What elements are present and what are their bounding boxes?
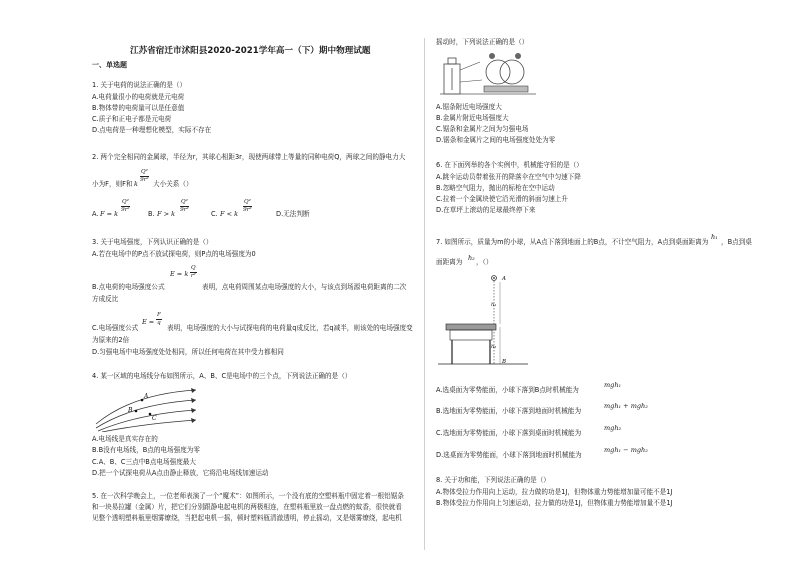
- q3-option-b-fraction: $\frac{Q}{\text{r²}}$: [190, 265, 196, 279]
- electric-field-figure: [92, 384, 202, 432]
- q7-option-b-expr: mgh₁ + mgh₂: [604, 402, 648, 410]
- q1-option-c: C.质子和正电子都是元电荷: [92, 115, 172, 123]
- q2-option-a-fraction: $\frac{\text{Q²}}{\text{9r²}}$: [121, 199, 130, 213]
- q3-option-c-expr: E =: [142, 318, 155, 326]
- q6-stem: 6. 在下面列举的各个实例中，机械能守恒的是（）: [436, 161, 583, 169]
- q3-option-b-expr: E = k: [170, 270, 189, 278]
- q5-option-d: D.锯条和金属片之间的电场强度处处为零: [436, 136, 556, 144]
- q8-option-a: A.物体受拉力作用向上运动，拉力做的功是1J，但物体重力势能增加量可能不是1J: [436, 488, 673, 496]
- field-line-4: [102, 420, 196, 432]
- label-c: C: [152, 415, 157, 422]
- q6-option-c: C.拉着一个金属块使它沿光滑的斜面匀速上升: [436, 195, 568, 203]
- q2-stem-line1: 2. 两个完全相同的金属球，半径为r，其球心相距3r，现使两球带上等量的同种电荷Q，两球之间的静电力大: [92, 153, 406, 161]
- q2-ref-fraction: $\frac{\text{Q²}}{\text{9r²}}$: [140, 169, 149, 183]
- wire-1: [460, 62, 480, 70]
- q7-line1-h1: h₁: [711, 233, 718, 241]
- ball-drop-figure: [438, 272, 528, 372]
- q5-line4: 摇动时，下列说法正确的是（）: [436, 38, 529, 46]
- label-h1: h₁: [491, 302, 497, 308]
- q2-option-a-expr: F = k: [100, 210, 119, 218]
- q5-option-a: A.锯条附近电场强度大: [436, 103, 502, 111]
- q4-stem: 4. 某一区域的电场线分布如图所示，A、B、C是电场中的三个点，下列说法正确的是（）: [92, 372, 352, 380]
- section-heading: 一、单选题: [92, 61, 127, 69]
- q5-option-b: B.金属片附近电场强度大: [436, 114, 509, 122]
- table-top: [446, 324, 496, 330]
- machine-disc-2: [500, 60, 524, 84]
- q8-option-b: B.物体受拉力作用向上匀速运动，拉力做的功是1J，但物体重力势能增加量不是1J: [436, 499, 673, 507]
- arrowhead-4: [191, 418, 196, 423]
- label-h2: h₂: [491, 344, 497, 350]
- q7-line2-h2: h₂: [468, 254, 475, 262]
- q3-option-b-line1-end: 表明，点电荷周围某点电场强度的大小，与该点到场源电荷距离的二次: [202, 283, 407, 291]
- q3-option-d: D.匀强电场中电场强度处处相同，所以任何电荷在其中受力都相同: [92, 348, 284, 356]
- q4-option-c: C.A、B、C三点中B点电场强度最大: [92, 458, 196, 466]
- q3-option-c-line1: C.电场强度公式: [92, 324, 139, 332]
- q4-option-d: D.把一个试探电荷从A点由静止释放，它将沿电场线加速运动: [92, 469, 269, 477]
- q5-line1: 5. 在一次科学晚会上，一位老师表演了一个“魔术”：如图所示，一个没有底的空塑料瓶中固定着一根铝锯条: [92, 492, 404, 500]
- q6-option-b: B.忽略空气阻力，抛出的标枪在空中运动: [436, 184, 555, 192]
- q7-line2-end: ，（）: [476, 258, 493, 266]
- q1-stem: 1. 关于电荷的说法正确的是（）: [92, 81, 187, 89]
- terminal-1: [489, 53, 495, 59]
- q7-option-a-expr: mgh₁: [604, 381, 622, 389]
- page-title: 江苏省宿迁市沭阳县2020-2021学年高一（下）期中物理试题: [130, 46, 371, 56]
- q2-option-b-label: B.: [148, 210, 155, 218]
- q7-option-a: A.选桌面为零势能面，小球下落到B点时机械能为: [436, 386, 579, 394]
- point-a: [141, 399, 144, 402]
- q7-option-c: C.选地面为零势能面，小球下落到桌面时机械能为: [436, 429, 582, 437]
- q6-option-d: D.在草坪上滚动的足球最终停下来: [436, 206, 536, 214]
- q7-option-b: B.选地面为零势能面，小球下落到地面时机械能为: [436, 407, 582, 415]
- wire-2: [460, 80, 482, 82]
- table-frame: [450, 330, 492, 340]
- q5-line3: 见整个透明塑料瓶里烟雾缭绕，当把起电机一摇，顿时塑料瓶清澈透明，停止摇动，又是烟雾缭绕，起电机: [92, 514, 402, 522]
- q7-line2: 面距离为: [436, 258, 463, 266]
- q3-stem: 3. 关于电场强度，下列认识正确的是（）: [92, 238, 213, 246]
- q2-option-d: D.无法判断: [276, 210, 310, 218]
- label-b-point: B: [502, 359, 507, 365]
- label-a-point: A: [502, 276, 506, 282]
- q4-option-a: A.电场线是真实存在的: [92, 435, 158, 443]
- q3-option-c-fraction: $\frac{F}{q}$: [157, 312, 161, 326]
- field-line-2: [96, 400, 196, 428]
- arrowhead-1: [191, 388, 196, 393]
- bottle-neck: [448, 58, 456, 64]
- q3-option-a: A.若在电场中的P点不放试探电荷，则P点的电场强度为0: [92, 250, 256, 258]
- machine-disc-1: [486, 60, 510, 84]
- q3-option-c-line1-end: 表明，电场强度的大小与试探电荷的电荷量q成反比，若q减半，则该处的电场强度变: [167, 324, 413, 332]
- q2-option-a-label: A.: [92, 210, 99, 218]
- column-divider: [424, 38, 425, 550]
- q2-option-c-expr: F < k: [220, 210, 239, 218]
- q7-line1: 7. 如图所示，质量为m的小球，从A点下落到地面上的B点，不计空气阻力，A点到桌面距离为: [436, 238, 709, 246]
- machine-base: [484, 86, 528, 92]
- field-line-3: [98, 410, 196, 431]
- label-b: B: [128, 407, 133, 414]
- q2-option-b-fraction: $\frac{\text{Q²}}{\text{9r²}}$: [180, 199, 189, 213]
- q1-option-a: A.电荷量很小的电荷就是元电荷: [92, 93, 185, 101]
- electrostatic-machine-figure: [440, 50, 536, 98]
- q3-option-b-line2: 方成反比: [92, 295, 119, 303]
- q5-line2: 和一块易拉罐（金属）片，把它们分别跟静电起电机的两极相连，在塑料瓶里放一盘点燃的蚊香，很快就看: [92, 503, 402, 511]
- q2-option-c-fraction: $\frac{\text{Q²}}{\text{9r²}}$: [243, 199, 252, 213]
- terminal-2: [515, 53, 521, 59]
- q5-option-c: C.锯条和金属片之间为匀强电场: [436, 125, 529, 133]
- q3-option-c-line2: 为原来的2倍: [92, 336, 130, 344]
- q6-option-a: A.跳伞运动员带着张开的降落伞在空气中匀速下降: [436, 173, 581, 181]
- q7-option-c-expr: mgh₂: [604, 424, 622, 432]
- q4-option-b: B.B没有电场线，B点的电场强度为零: [92, 446, 200, 454]
- arrowhead-2: [191, 398, 196, 403]
- point-b: [135, 410, 138, 413]
- q7-option-d-expr: mgh₁ − mgh₂: [604, 446, 648, 454]
- ball-center: [493, 277, 495, 279]
- q7-line1-end: ，B点到桌: [721, 238, 752, 246]
- q8-stem: 8. 关于功和能，下列说法正确的是（）: [436, 476, 550, 484]
- q2-ref-k: k: [134, 180, 138, 188]
- q2-stem-line2: 小为F，则F和: [92, 180, 133, 188]
- q3-option-b-line1: B.点电荷的电场强度公式: [92, 283, 165, 291]
- q1-option-d: D.点电荷是一种理想化模型，实际不存在: [92, 126, 212, 134]
- q2-option-b-expr: F > k: [157, 210, 176, 218]
- point-c: [149, 413, 152, 416]
- label-a: A: [144, 393, 149, 400]
- arrowhead-3: [191, 408, 196, 413]
- q1-option-b: B.物体带的电荷量可以是任意值: [92, 104, 185, 112]
- q7-option-d: D.选桌面为零势能面，小球下落到地面时机械能为: [436, 451, 582, 459]
- q2-option-c-label: C.: [211, 210, 218, 218]
- q2-stem-line2-end: 大小关系（）: [153, 180, 193, 188]
